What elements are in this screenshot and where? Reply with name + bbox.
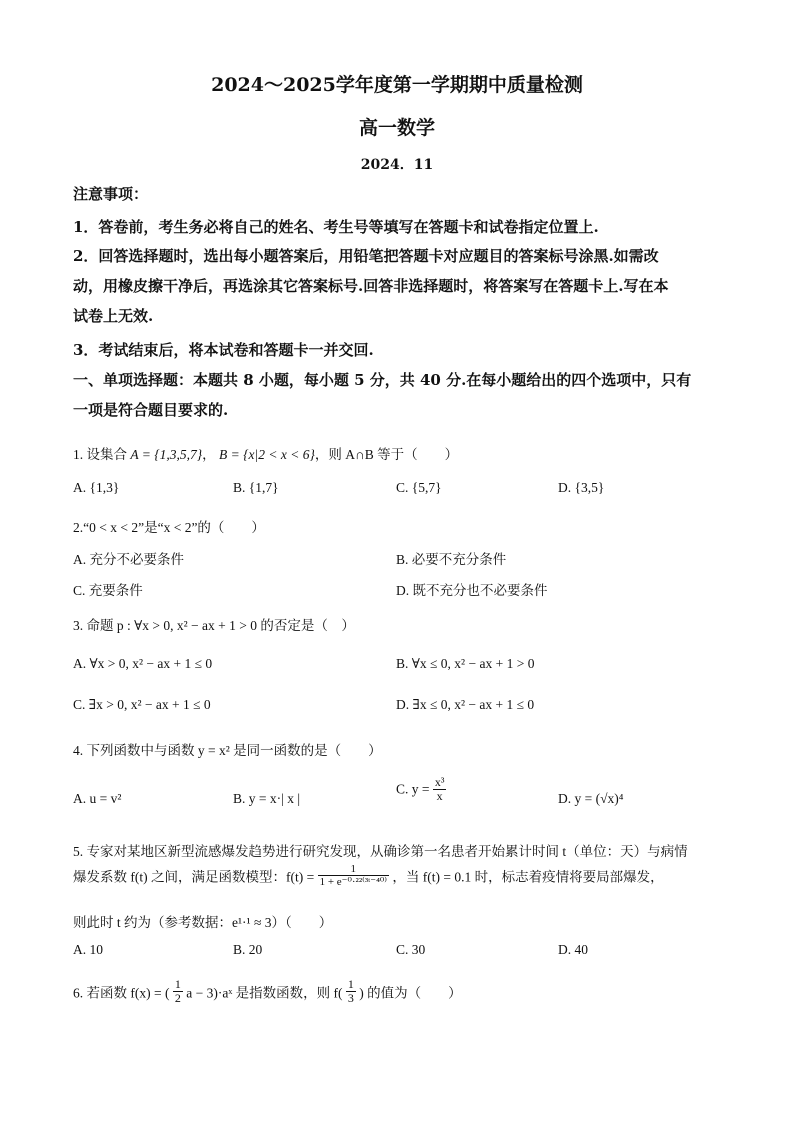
question-5-option-b: B. 20	[233, 942, 263, 957]
question-1-set-b: B = {x|2 < x < 6}	[219, 447, 315, 462]
question-2-option-c: C. 充要条件	[73, 583, 143, 598]
exam-title: 2024～2025学年度第一学期期中质量检测	[211, 74, 583, 96]
question-4-option-a: A. u = v²	[73, 791, 122, 806]
fraction-denominator: 2	[174, 991, 181, 1006]
question-4-stem: 4. 下列函数中与函数 y = x² 是同一函数的是（ ）	[73, 743, 382, 758]
fraction-numerator: x³	[434, 775, 445, 789]
question-3-option-b: B. ∀x ≤ 0, x² − ax + 1 > 0	[396, 656, 535, 671]
question-5-formula	[318, 863, 389, 888]
note-item-1: 1．答卷前，考生务必将自己的姓名、考生号等填写在答题卡和试卷指定位置上.	[73, 218, 599, 236]
question-4-option-d: D. y = (√x)⁴	[558, 791, 624, 806]
note-item-3: 3．考试结束后，将本试卷和答题卡一并交回.	[73, 341, 374, 359]
question-4-option-c	[396, 776, 446, 803]
question-2-option-d: D. 既不充分也不必要条件	[396, 583, 548, 598]
note-item-2-line-3: 试卷上无效.	[73, 307, 154, 325]
question-3-option-d: D. ∃x ≤ 0, x² − ax + 1 ≤ 0	[396, 697, 535, 712]
question-5-line-1: 5. 专家对某地区新型流感爆发趋势进行研究发现，从确诊第一名患者开始累计时间 t（单位：天）与病情	[73, 844, 688, 859]
question-1-suffix: ，则 A∩B 等于（ ）	[314, 447, 459, 462]
question-1-option-b: B. {1,7}	[233, 480, 279, 495]
question-6-stem-middle: a − 3)·aˣ 是指数函数，则 f(	[186, 985, 343, 1001]
question-1-set-a: A = {1,3,5,7}	[130, 447, 203, 462]
question-5-line-2	[73, 863, 664, 888]
formula-denominator: 1 + e⁻⁰·²²⁽³ᵗ⁻⁴⁰⁾	[319, 876, 388, 889]
question-6-fraction-1	[173, 978, 183, 1005]
question-2-option-a: A. 充分不必要条件	[73, 552, 184, 567]
question-2-stem: 2.“0 < x < 2”是“x < 2”的（ ）	[73, 520, 265, 535]
notes-heading: 注意事项：	[73, 185, 149, 203]
section-heading-line-2: 一项是符合题目要求的.	[73, 401, 229, 419]
question-2-option-b: B. 必要不充分条件	[396, 552, 507, 567]
exam-date: 2024．11	[360, 157, 434, 173]
question-6-stem-end: ) 的值为（ ）	[359, 985, 462, 1001]
question-4-option-c-fraction	[433, 776, 447, 803]
question-5-line-2-end: ，当 f(t) = 0.1 时，标志着疫情将要局部爆发，	[392, 869, 664, 885]
question-1-option-a: A. {1,3}	[73, 480, 120, 495]
question-5-option-c: C. 30	[396, 942, 426, 957]
note-item-2-line-2: 动，用橡皮擦干净后，再选涂其它答案标号.回答非选择题时，将答案写在答题卡上.写在本	[73, 277, 669, 295]
question-1-option-d: D. {3,5}	[558, 480, 605, 495]
question-1-option-c: C. {5,7}	[396, 480, 442, 495]
question-1-separator: ，	[202, 447, 216, 462]
question-6-stem	[73, 978, 462, 1005]
exam-subtitle: 高一数学	[358, 117, 435, 139]
question-3-option-c: C. ∃x > 0, x² − ax + 1 ≤ 0	[73, 697, 211, 712]
formula-numerator: 1	[318, 863, 389, 876]
question-5-line-2-start: 爆发系数 f(t) 之间，满足函数模型：f(t) =	[73, 869, 315, 885]
question-6-fraction-2	[346, 978, 356, 1005]
fraction-denominator: x	[436, 789, 443, 804]
fraction-denominator: 3	[347, 991, 354, 1006]
question-3-stem: 3. 命题 p : ∀x > 0, x² − ax + 1 > 0 的否定是（ ）	[73, 618, 355, 633]
question-5-option-d: D. 40	[558, 942, 588, 957]
question-4-option-c-label: C. y =	[396, 781, 430, 797]
question-6-stem-start: 6. 若函数 f(x) = (	[73, 985, 170, 1001]
fraction-numerator: 1	[174, 977, 181, 991]
fraction-numerator: 1	[347, 977, 354, 991]
question-1-prefix: 1. 设集合	[73, 447, 127, 462]
section-heading-line-1: 一、单项选择题：本题共 8 小题，每小题 5 分，共 40 分.在每小题给出的四个选项中，只有	[73, 371, 692, 389]
question-3-option-a: A. ∀x > 0, x² − ax + 1 ≤ 0	[73, 656, 213, 671]
question-5-option-a: A. 10	[73, 942, 103, 957]
question-5-line-3: 则此时 t 约为（参考数据：e¹·¹ ≈ 3）（ ）	[73, 915, 333, 930]
note-item-2-line-1: 2．回答选择题时，选出每小题答案后，用铅笔把答题卡对应题目的答案标号涂黑.如需改	[73, 247, 659, 265]
question-4-option-b: B. y = x·| x |	[233, 791, 301, 806]
question-1-stem	[73, 443, 458, 463]
